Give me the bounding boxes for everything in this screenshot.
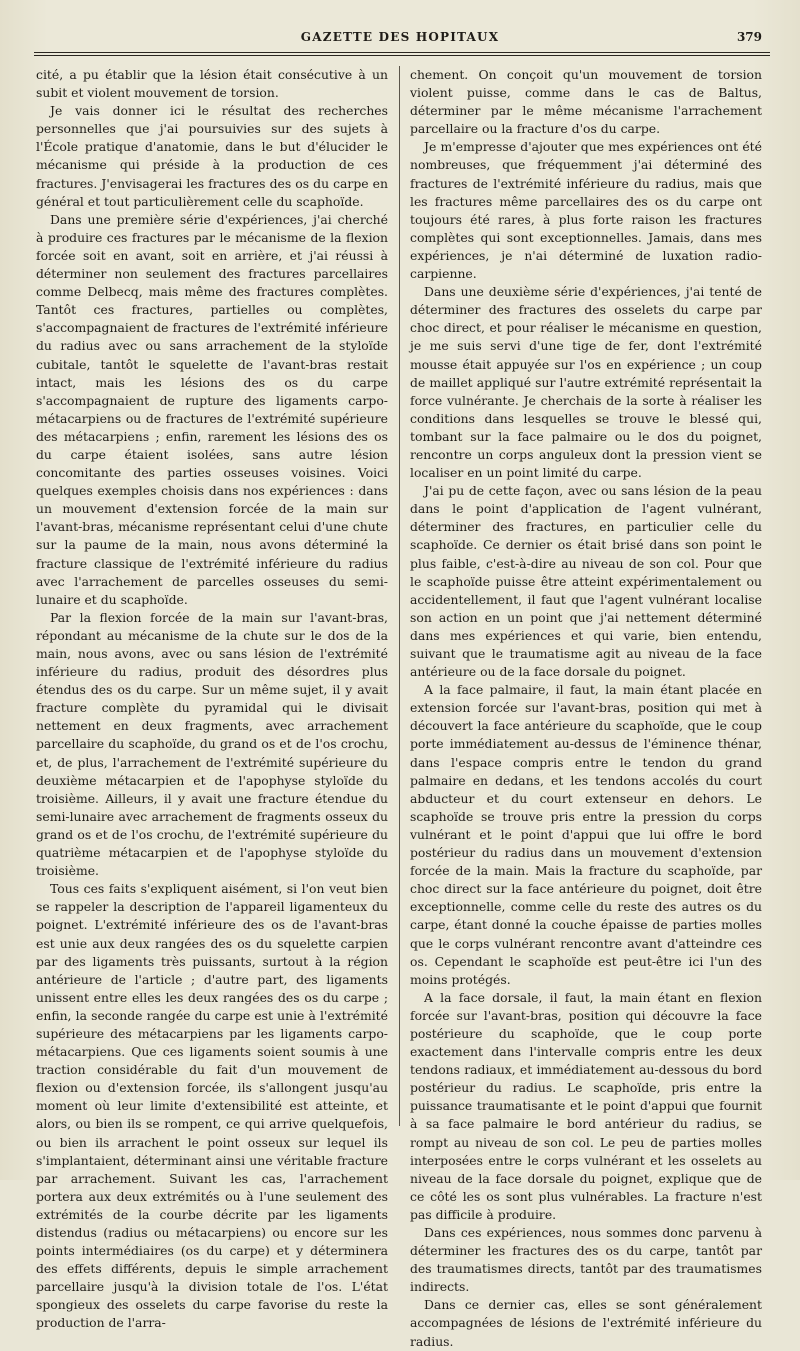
paragraph: Par la flexion forcée de la main sur l'avant-bras, répondant au mécanisme de la chute sur le dos de la main, nous avons, avec ou sans lésion de l'extrémité inférieure du radius, produit des désordres plus étendus des os du carpe. Sur un même sujet, il y avait fracture complète du pyramidal qui le divisait nettement en deux fragments, avec arrachement parcellaire du scaphoïde, du grand os et de l'os crochu, et, de plus, l'arrachement de l'extrémité supérieure du deuxième métacarpien et de l'apophyse styloïde du troisième. Ailleurs, il y avait une fracture étendue du semi-lunaire avec arrachement de fragments osseux du grand os et de l'os crochu, de l'extrémité supérieure du quatrième métacarpien et de l'apophyse styloïde du troisième. [36,609,388,879]
paragraph: A la face palmaire, il faut, la main étant placée en extension forcée sur l'avant-bras, position qui met à découvert la face antérieure du scaphoïde, que le coup porte immédiatement au-dessus de l'éminence thénar, dans l'espace compris entre le tendon du grand palmaire en dedans, et les tendons accolés du court abducteur et du court extenseur en dehors. Le scaphoïde se trouve pris entre la pression du corps vulnérant et le point d'appui que lui offre le bord postérieur du radius dans un mouvement d'extension forcée de la main. Mais la fracture du scaphoïde, par choc direct sur la face antérieure du poignet, doit être exceptionnelle, comme celle du reste des autres os du carpe, étant donné la couche épaisse de parties molles que le corps vulnérant rencontre avant d'atteindre ces os. Cependant le scaphoïde est peut-être ici l'un des moins protégés. [410,682,762,987]
right-column [410,66,762,1351]
paragraph: Dans ce dernier cas, elles se sont généralement accompagnées de lésions de l'extrémité inférieure du radius. [410,1297,762,1349]
page-number: 379 [736,30,762,44]
paragraph: J'ai pu de cette façon, avec ou sans lésion de la peau dans le point d'application de l'agent vulnérant, déterminer des fractures, en particulier celle du scaphoïde. Ce dernier os était brisé dans son point le plus faible, c'est-à-dire au niveau de son col. Pour que le scaphoïde puisse être atteint expérimentalement ou accidentellement, il faut que l'agent vulnérant localise son action en un point que j'ai nettement déterminé dans mes expériences et qui varie, bien entendu, suivant que le traumatisme agit au niveau de la face antérieure ou de la face dorsale du poignet. [410,483,762,680]
header-rule-top [34,52,770,53]
paragraph: chement. On conçoit qu'un mouvement de torsion violent puisse, comme dans le cas de Baltus, déterminer par le même mécanisme l'arrachement parcellaire ou la fracture d'os du carpe. [410,67,762,137]
paragraph: cité, a pu établir que la lésion était consécutive à un subit et violent mouvement de torsion. [36,67,388,101]
paragraph: Dans ces expériences, nous sommes donc parvenu à déterminer les fractures des os du carpe, tantôt par des traumatismes directs, tantôt par des traumatismes indirects. [410,1225,762,1295]
paragraph: Dans une deuxième série d'expériences, j'ai tenté de déterminer des fractures des osselets du carpe par choc direct, et pour réaliser le mécanisme en question, je me suis servi d'une tige de fer, dont l'extrémité mousse était appuyée sur l'os en expérience ; un coup de maillet appliqué sur l'autre extrémité représentait la force vulnérante. Je cherchais de la sorte à réaliser les conditions dans lesquelles se trouve le blessé qui, tombant sur la face palmaire ou le dos du poignet, rencontre un corps anguleux dont la pression vient se localiser en un point limité du carpe. [410,284,762,481]
paragraph: Tous ces faits s'expliquent aisément, si l'on veut bien se rappeler la description de l'appareil ligamenteux du poignet. L'extrémité inférieure des os de l'avant-bras est unie aux deux rangées des os du squelette carpien par des ligaments très puissants, surtout à la région antérieure de l'article ; d'autre part, des ligaments unissent entre elles les deux rangées des os du carpe ; enfin, la seconde rangée du carpe est unie à l'extrémité supérieure des métacarpiens par les ligaments carpo-métacarpiens. Que ces ligaments soient soumis à une traction considérable du fait d'un mouvement de flexion ou d'extension forcée, ils s'allongent jusqu'au moment où leur limite d'extensibilité est atteinte, et alors, ou bien ils se rompent, ce qui arrive quelquefois, ou bien ils arrachent le point osseux sur lequel ils s'implantaient, déterminant ainsi une véritable fracture par arrachement. Suivant les cas, l'arrachement portera aux deux extrémités ou à l'une seulement des extrémités de la courbe décrite par les ligaments distendus (radius ou métacarpiens) ou encore sur les points intermédiaires (os du carpe) et y déterminera des effets différents, depuis le simple arrachement parcellaire jusqu'à la division totale de l'os. L'état spongieux des osselets du carpe favorise du reste la production de l'arra- [36,881,388,1331]
column-divider [399,66,400,1126]
paragraph: A la face dorsale, il faut, la main étant en flexion forcée sur l'avant-bras, position qui découvre la face postérieure du scaphoïde, que le coup porte exactement dans l'intervalle compris entre les deux tendons radiaux, et immédiatement au-dessous du bord postérieur du radius. Le scaphoïde, pris entre la puissance traumatisante et le point d'appui que fournit à sa face palmaire le bord antérieur du radius, se rompt au niveau de son col. Le peu de parties molles interposées entre le corps vulnérant et les osselets au niveau de la face dorsale du poignet, explique que de ce côté les os sont plus vulnérables. La fracture n'est pas difficile à produire. [410,989,762,1222]
running-head [30,30,770,50]
paragraph: Dans une première série d'expériences, j'ai cherché à produire ces fractures par le mécanisme de la flexion forcée soit en avant, soit en arrière, et j'ai réussi à déterminer non seulement des fractures parcellaires comme Delbecq, mais même des fractures complètes. Tantôt ces fractures, partielles ou complètes, s'accompagnaient de fractures de l'extrémité inférieure du radius avec ou sans arrachement de la styloïde cubitale, tantôt le squelette de l'avant-bras restait intact, mais les lésions des os du carpe s'accompagnaient de rupture des ligaments carpo-métacarpiens ou de fractures de l'extrémité supérieure des métacarpiens ; enfin, rarement les lésions des os du carpe étaient isolées, sans autre lésion concomitante des parties osseuses voisines. Voici quelques exemples choisis dans nos expériences : dans un mouvement d'extension forcée de la main sur l'avant-bras, mécanisme représentant celui d'une chute sur la paume de la main, nous avons déterminé la fracture classique de l'extrémité inférieure du radius avec l'arrachement de parcelles osseuses du semi-lunaire et du scaphoïde. [36,211,388,607]
running-title: GAZETTE DES HOPITAUX [300,30,500,44]
left-column [36,66,388,1333]
header-rule-bottom [34,55,770,56]
paragraph: Je vais donner ici le résultat des recherches personnelles que j'ai poursuivies sur des sujets à l'École pratique d'anatomie, dans le but d'élucider le mécanisme qui préside à la production de ces fractures. J'envisagerai les fractures des os du carpe en général et tout particulièrement celle du scaphoïde. [36,103,388,209]
paragraph: Je m'empresse d'ajouter que mes expériences ont été nombreuses, que fréquemment j'ai déterminé des fractures de l'extrémité inférieure du radius, mais que les fractures même parcellaires des os du carpe ont toujours été rares, à plus forte raison les fractures complètes qui sont exceptionnelles. Jamais, dans mes expériences, je n'ai déterminé de luxation radio-carpienne. [410,139,762,282]
